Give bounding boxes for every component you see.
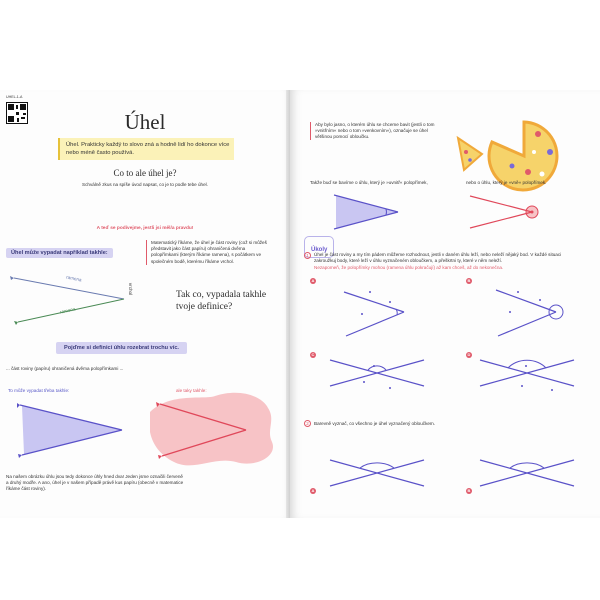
left-page <box>0 90 290 518</box>
tasks-heading: Úkoly <box>311 247 328 253</box>
task2-letter-a: A <box>311 488 315 493</box>
definition-pill: Pojďme si definici úhlu rozebrat trochu víc. <box>56 342 187 354</box>
inner-caption: Takže buď se bavíme o úhlu, který je »uvnitř« polopřímek, <box>310 180 428 185</box>
intro-text: Úhel. Prakticky každý to slovo zná a hodně lidí ho dokonce více nebo méně často používá. <box>66 142 230 156</box>
book-spread <box>0 90 600 518</box>
qr-label: UHEL-1-A <box>6 95 23 99</box>
task2-figures <box>290 90 600 518</box>
right-page <box>290 90 600 518</box>
question2-line1: Tak co, vypadala takhle <box>176 290 267 300</box>
task2-text: Barevně vyznač, co všechno je úhel vyznačený obloučkem. <box>314 421 436 426</box>
question-note: Schválně zkus na spíše úvod napsat, co je to podle tebe úhel. <box>82 182 208 187</box>
ray-label-lower: ramena <box>59 306 76 315</box>
definition-figures <box>0 90 290 518</box>
definition-start: ... část roviny (papíru) ohraničená dvěma polopřímkami ... <box>6 366 124 371</box>
example-pill: Úhel může vypadat například takhle: <box>6 248 113 258</box>
blue-angle-fill <box>22 406 122 454</box>
ray-label-upper: ramena <box>65 274 83 283</box>
task1-text-red: Nezapomeň, že polopřímky mohou (ramena úhlu pokračují) až kam chceš, až do nekonečna. <box>314 265 504 270</box>
task1-letter-d: D <box>467 352 471 357</box>
task1-letter-c: C <box>311 352 315 357</box>
label-red: ale taky takhle: <box>176 388 207 393</box>
task1-number: 1 <box>304 252 311 259</box>
task2-number: 2 <box>304 420 311 427</box>
task1-letter-a: A <box>311 278 315 283</box>
vertex-label: vrchol <box>128 282 134 296</box>
question2-line2: tvoje definice? <box>176 302 233 312</box>
task1-text: Úhel je část roviny a my tím pádem můžeme rozhodnout, jestli v daném úhlu leží, nebo neleží nějaký bod. V každé situaci zakroužkuj body, které leží v úhlu vyznačeném obloučkem, a přeškrtni ty, které v něm neleží. <box>314 252 562 263</box>
question-heading: Co to ale úhel je? <box>113 168 177 178</box>
task1-letter-b: B <box>467 278 471 283</box>
label-blue: To může vypadat třeba takhle: <box>8 388 70 393</box>
top-text: Aby bylo jasno, o kterém úhlu se chceme bavit (jestli o tom »vnitřním« nebo o tom »venkovním«), označuje se úhel většinou pomocí obloučku. <box>310 122 436 140</box>
bottom-text: Na našem obrázku úhlu jsou tedy dokonce úhly hned dva! Jeden jsme označili červeně a druhý modře. A ano, úhel je v našem případě právě kus papíru (obecně v matematice říkáme část roviny). <box>6 474 184 491</box>
math-definition: Matematický říkáme, že úhel je část roviny (což si můžeš představit jako část papíru) ohraničená dvěma polopřímkami (kterým říkáme ramena), s počátkem ve společném bodě, kterému říkáme vrchol. <box>146 240 274 265</box>
outer-caption: nebo o úhlu, který je »vně« polopřímek. <box>466 180 547 185</box>
task2-letter-b: B <box>467 488 471 493</box>
red-note: A teď se podívejme, jestli jsi měl/a pravdu! <box>96 226 194 231</box>
page-title: Úhel <box>124 110 166 134</box>
